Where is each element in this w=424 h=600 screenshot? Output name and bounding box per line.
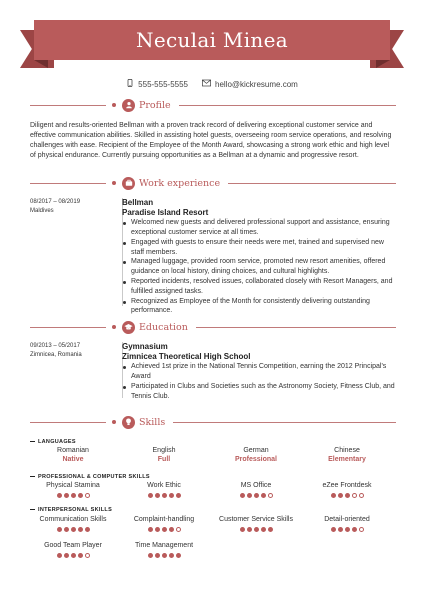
rating-dot-filled <box>64 527 69 532</box>
skill-name: MS Office <box>240 482 272 489</box>
list-item: Welcomed new guests and delivered professional support and assistance, ensuring exceptional customer service at all times. <box>122 218 396 238</box>
rating-dot-empty <box>268 493 273 498</box>
rating-dot-filled <box>162 493 167 498</box>
rating-dot-filled <box>352 527 357 532</box>
skill-level: Elementary <box>328 456 366 464</box>
skill-rating <box>27 553 119 558</box>
list-item: Achieved 1st prize in the National Tennis Competition, earning the 2012 Principal's Award <box>122 362 396 382</box>
entry-body <box>122 342 396 401</box>
rating-dot-filled <box>162 553 167 558</box>
skills-title: Skills <box>139 416 166 428</box>
skill-name: English <box>152 447 176 454</box>
rating-dot-filled <box>240 493 245 498</box>
profile-summary: Diligent and results-oriented Bellman with a proven track record of delivering exceptional customer service and effective communication abilities. Skilled in assisting hotel guests, overseeing room service operations, and resolving challenges with ease. Recipient of the Employee of the Month Award, showcasing a strong work ethic and high level of physical endurance. Currently pursuing opportunities as a Bellman at a dynamic and progressive resort. <box>30 122 392 159</box>
entry-dates: 08/2017 – 08/2019 <box>30 199 81 205</box>
entry-meta <box>30 342 110 360</box>
graduation-cap-icon <box>122 321 135 334</box>
language-skill <box>118 447 210 466</box>
professional-skills-label: PROFESSIONAL & COMPUTER SKILLS <box>30 474 150 480</box>
skill-name: Complaint-handling <box>133 516 195 523</box>
phone-icon <box>126 79 134 89</box>
skill-rating <box>118 553 210 558</box>
list-item: Managed luggage, provided room service, promoted new resort amenities, offered guidance on local history, dining choices, and cultural highlights. <box>122 257 396 277</box>
experience-entry <box>30 198 396 315</box>
divider <box>196 327 396 328</box>
divider <box>30 327 106 328</box>
skill-rating <box>27 493 119 498</box>
entry-body <box>122 198 396 316</box>
divider <box>173 422 396 423</box>
rating-dot-filled <box>254 527 259 532</box>
entry-bullets <box>122 218 396 316</box>
education-entry <box>30 342 396 398</box>
rating-dot-filled <box>155 493 160 498</box>
skill-rating <box>27 527 119 532</box>
rating-dot-filled <box>155 553 160 558</box>
skill-rating <box>301 493 393 498</box>
rating-dot-empty <box>176 527 181 532</box>
skill-name: Chinese <box>334 447 360 454</box>
rating-dot-filled <box>268 527 273 532</box>
divider <box>30 105 106 106</box>
ribbon-banner <box>34 20 390 60</box>
rating-dot-filled <box>247 493 252 498</box>
interpersonal-skill <box>27 542 119 558</box>
entry-bullets <box>122 362 396 401</box>
rating-dot-filled <box>78 527 83 532</box>
rating-dot-empty <box>359 527 364 532</box>
header-ribbon <box>0 0 424 72</box>
language-skill <box>27 447 119 466</box>
rating-dot-empty <box>85 493 90 498</box>
rating-dot-filled <box>169 527 174 532</box>
skill-name: Time Management <box>134 542 194 549</box>
profile-section-header <box>30 98 396 112</box>
rating-dot-filled <box>71 527 76 532</box>
rating-dot-filled <box>71 553 76 558</box>
rating-dot-filled <box>261 493 266 498</box>
rating-dot-filled <box>247 527 252 532</box>
rating-dot-filled <box>261 527 266 532</box>
profile-title: Profile <box>139 99 171 111</box>
list-item: Participated in Clubs and Societies such as the Astronomy Society, Fitness Club, and Tennis Club. <box>122 382 396 402</box>
rating-dot-filled <box>78 553 83 558</box>
entry-role: Bellman <box>122 198 154 207</box>
contact-email[interactable] <box>202 79 298 89</box>
skill-rating <box>210 493 302 498</box>
list-item: Recognized as Employee of the Month for consistently delivering outstanding performance. <box>122 297 396 317</box>
rating-dot-filled <box>338 527 343 532</box>
entry-meta <box>30 198 110 216</box>
interpersonal-skill <box>301 516 393 532</box>
education-title: Education <box>139 321 188 333</box>
interpersonal-skill <box>210 516 302 532</box>
rating-dot-empty <box>359 493 364 498</box>
skill-rating <box>118 527 210 532</box>
entry-org: Zimnicea Theoretical High School <box>122 351 251 361</box>
rating-dot-filled <box>57 553 62 558</box>
skill-name: Customer Service Skills <box>219 516 293 523</box>
skill-name: German <box>243 447 269 454</box>
divider <box>30 422 106 423</box>
list-item: Engaged with guests to ensure their needs were met, trained and supervised new staff members. <box>122 238 396 258</box>
rating-dot-empty <box>352 493 357 498</box>
interpersonal-skill <box>27 516 119 532</box>
skill-rating <box>210 527 302 532</box>
interpersonal-skill <box>118 516 210 532</box>
professional-skill <box>27 482 119 498</box>
skills-section-header <box>30 415 396 429</box>
education-section-header <box>30 320 396 334</box>
rating-dot-filled <box>345 493 350 498</box>
rating-dot-filled <box>64 553 69 558</box>
languages-label: LANGUAGES <box>30 439 76 445</box>
rating-dot-filled <box>169 553 174 558</box>
rating-dot-filled <box>85 527 90 532</box>
professional-skill <box>118 482 210 498</box>
skill-level: Professional <box>234 456 277 464</box>
divider <box>228 183 396 184</box>
rating-dot-filled <box>176 553 181 558</box>
skill-name: eZee Frontdesk <box>322 482 372 489</box>
experience-section-header <box>30 176 396 190</box>
language-skill <box>301 447 393 466</box>
rating-dot-filled <box>338 493 343 498</box>
rating-dot-filled <box>331 527 336 532</box>
entry-role: Gymnasium <box>122 342 168 351</box>
rating-dot-empty <box>85 553 90 558</box>
rating-dot-filled <box>71 493 76 498</box>
rating-dot-filled <box>148 553 153 558</box>
skill-name: Work Ethic <box>147 482 181 489</box>
divider-dot <box>112 181 116 185</box>
skill-rating <box>118 493 210 498</box>
divider <box>30 183 106 184</box>
rating-dot-filled <box>57 493 62 498</box>
language-skill <box>210 447 302 466</box>
skill-level: Native <box>62 456 84 464</box>
entry-dates: 09/2013 – 05/2017 <box>30 343 81 349</box>
candidate-name: Neculai Minea <box>136 28 288 52</box>
list-item: Reported incidents, resolved issues, collaborated closely with Resort Managers, and fulfilled assigned tasks. <box>122 277 396 297</box>
user-icon <box>122 99 135 112</box>
skill-level: Full <box>157 456 171 464</box>
phone-text: 555-555-5555 <box>138 79 188 89</box>
rating-dot-filled <box>78 493 83 498</box>
skill-name: Communication Skills <box>39 516 107 523</box>
divider <box>179 105 396 106</box>
rating-dot-filled <box>254 493 259 498</box>
divider-dot <box>112 103 116 107</box>
professional-skill <box>301 482 393 498</box>
experience-title: Work experience <box>139 177 221 189</box>
rating-dot-filled <box>331 493 336 498</box>
rating-dot-filled <box>169 493 174 498</box>
entry-location: Zimnicea, Romania <box>30 352 82 358</box>
skill-rating <box>301 527 393 532</box>
email-text: hello@kickresume.com <box>215 79 298 89</box>
lightbulb-icon <box>122 416 135 429</box>
rating-dot-filled <box>176 493 181 498</box>
skill-name: Detail-oriented <box>324 516 370 523</box>
contact-bar <box>0 79 424 89</box>
skill-name: Good Team Player <box>44 542 102 549</box>
entry-location: Maldives <box>30 208 54 214</box>
rating-dot-filled <box>240 527 245 532</box>
divider-dot <box>112 325 116 329</box>
rating-dot-filled <box>148 493 153 498</box>
skill-name: Romanian <box>57 447 89 454</box>
rating-dot-filled <box>148 527 153 532</box>
interpersonal-skills-label: INTERPERSONAL SKILLS <box>30 507 112 513</box>
briefcase-icon <box>122 177 135 190</box>
divider-dot <box>112 420 116 424</box>
interpersonal-skill <box>118 542 210 558</box>
rating-dot-filled <box>162 527 167 532</box>
rating-dot-filled <box>155 527 160 532</box>
rating-dot-filled <box>345 527 350 532</box>
skill-name: Physical Stamina <box>46 482 100 489</box>
professional-skill <box>210 482 302 498</box>
email-icon <box>202 79 211 89</box>
rating-dot-filled <box>64 493 69 498</box>
contact-phone[interactable] <box>126 79 188 89</box>
entry-org: Paradise Island Resort <box>122 207 209 217</box>
rating-dot-filled <box>57 527 62 532</box>
